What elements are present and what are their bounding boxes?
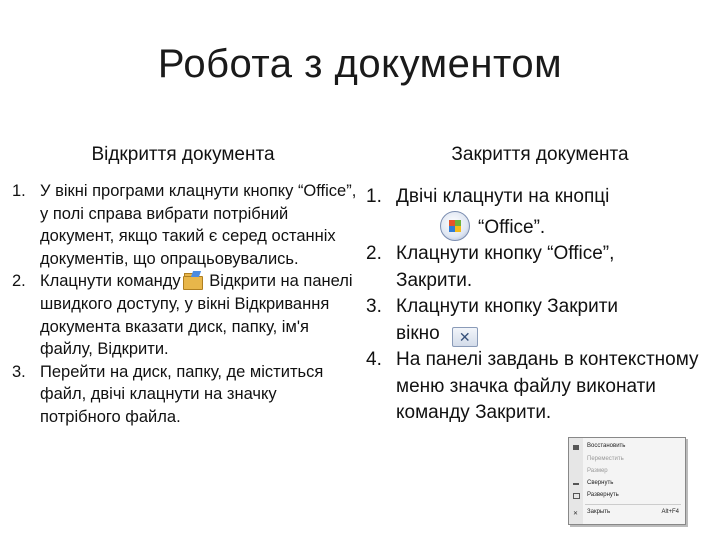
list-item: [12, 180, 357, 270]
menu-item-close-shortcut: Alt+F4: [661, 509, 679, 515]
restore-icon: [573, 445, 579, 450]
item-number: 1.: [12, 182, 26, 200]
item-text: Клацнути команду: [40, 272, 181, 291]
close-x-icon: ✕: [452, 327, 478, 347]
menu-item-size[interactable]: Размер: [587, 468, 608, 474]
item-text: Відкрити на панелі швидкого доступу, у вікні Відкривання документа вказати диск, папку, ім'я файлу, Відкрити.: [40, 272, 353, 359]
maximize-icon: [573, 493, 580, 499]
item-number: 3.: [12, 362, 26, 381]
item-number: 2.: [12, 272, 26, 291]
list-item: [366, 184, 711, 241]
list-item: [12, 270, 357, 360]
item-number: 4.: [366, 349, 382, 370]
item-text: Клацнути кнопку “Office”,: [396, 243, 615, 264]
item-text: вікно: [396, 322, 440, 344]
list-item: [12, 361, 357, 429]
item-text: Двічі клацнути на кнопці: [396, 186, 610, 207]
item-text: Перейти на диск, папку, де міститься файл, двічі клацнути на значку потрібного файла.: [40, 362, 324, 426]
item-text: “Office”.: [478, 216, 546, 238]
right-column-heading: Закриття документа: [451, 144, 629, 165]
menu-item-close[interactable]: Закрыть: [587, 509, 611, 515]
item-number: 2.: [366, 243, 382, 264]
menu-item-move[interactable]: Переместить: [587, 456, 624, 462]
right-column-list: [366, 184, 711, 427]
minimize-icon: [573, 483, 579, 485]
menu-separator: [585, 504, 681, 505]
slide-title: Робота з документом: [157, 42, 563, 86]
left-column-list: [12, 180, 357, 429]
list-item: [366, 241, 711, 294]
menu-item-restore[interactable]: Восстановить: [587, 443, 626, 449]
menu-item-minimize[interactable]: Свернуть: [587, 480, 614, 486]
list-item: [366, 347, 711, 427]
item-number: 3.: [366, 296, 382, 317]
item-text: На панелі завдань в контекстному меню значка файлу виконати команду Закрити.: [396, 349, 699, 423]
item-text: Закрити.: [396, 269, 473, 291]
item-text: У вікні програми клацнути кнопку “Office”, у полі справа вибрати потрібний документ, якщо такий є серед останніх документів, що опрацьовувались.: [40, 182, 357, 268]
taskbar-context-menu: [568, 437, 686, 525]
list-item: [366, 294, 711, 347]
left-column-heading: Відкриття документа: [91, 144, 275, 165]
close-icon: ✕: [573, 511, 579, 517]
menu-item-maximize[interactable]: Развернуть: [587, 492, 619, 498]
open-folder-icon: [183, 273, 203, 288]
item-text: Клацнути кнопку Закрити: [396, 296, 619, 317]
item-number: 1.: [366, 186, 382, 207]
office-button-icon: [440, 211, 470, 241]
